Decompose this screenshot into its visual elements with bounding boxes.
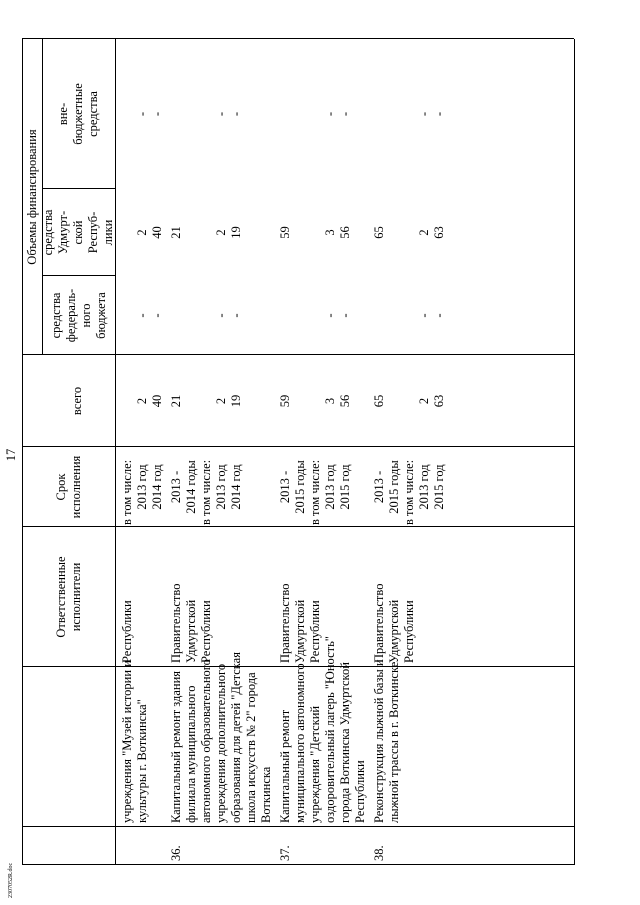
row-responsible: Республики — [308, 600, 322, 663]
header-financing-group: Объемы финансирования — [25, 129, 39, 265]
row-name: города Воткинска Удмуртской — [338, 662, 352, 823]
row-responsible: Удмуртской — [387, 599, 401, 663]
row-deadline: 2015 годы — [387, 460, 401, 514]
row-udmurt: 2 — [214, 229, 228, 236]
header-offbudget: вне- — [56, 102, 70, 126]
row-name: филиала муниципального — [184, 685, 198, 823]
row-udmurt: 65 — [372, 226, 386, 239]
header-deadline: Срок — [53, 473, 68, 501]
row-name: учреждения "Детский — [308, 705, 322, 823]
table-bottom-border — [574, 39, 575, 865]
page-number: 17 — [4, 448, 18, 462]
table-top-border — [22, 39, 23, 865]
row-name: автономного образовательного — [199, 659, 213, 823]
row-deadline: 2015 годы — [293, 460, 307, 514]
row-responsible: Правительство — [372, 583, 386, 663]
row-federal: - — [338, 313, 352, 318]
row-name: Капитальный ремонт здания — [169, 670, 183, 823]
row-offbudget: - — [229, 111, 243, 117]
row-deadline: 2013 - — [169, 470, 183, 504]
row-name: учреждения дополнительного — [214, 663, 228, 823]
row-responsible: Удмуртской — [184, 599, 198, 663]
header-federal: бюджета — [93, 292, 108, 339]
row-deadline: 2014 год — [150, 464, 164, 510]
row-federal: - — [323, 313, 337, 318]
row-deadline: в том числе: — [402, 459, 416, 525]
col-border — [22, 826, 574, 827]
row-name: школа искусств № 2" города — [244, 672, 258, 823]
row-federal: - — [229, 313, 243, 318]
header-responsible: Ответственные — [53, 556, 68, 638]
row-total: 2 — [214, 397, 228, 405]
row-total: 63 — [432, 394, 446, 408]
row-federal: - — [417, 313, 431, 318]
row-responsible: Правительство — [169, 583, 183, 663]
row-name: Реконструкция лыжной базы и — [372, 659, 386, 823]
row-udmurt: 40 — [150, 226, 164, 239]
header-udmurt: средства — [41, 209, 55, 256]
col-border — [22, 38, 574, 39]
header-offbudget: средства — [86, 91, 100, 137]
header-bottom-border — [115, 39, 116, 865]
row-federal: - — [150, 313, 164, 318]
row-offbudget: - — [214, 111, 228, 117]
row-total: 2 — [417, 397, 431, 405]
row-federal: - — [135, 313, 149, 318]
row-udmurt: 3 — [323, 229, 337, 236]
row-deadline: 2015 год — [432, 464, 446, 510]
row-name: учреждения "Музей истории и — [120, 660, 134, 823]
row-name: Капитальный ремонт — [278, 709, 292, 823]
row-name: лыжной трассы в г. Воткинске — [387, 661, 401, 823]
row-udmurt: 56 — [338, 226, 352, 239]
row-name: культуры г. Воткинска" — [135, 699, 149, 823]
row-udmurt: 59 — [278, 226, 292, 239]
header-udmurt: ской — [71, 220, 85, 245]
col-border — [22, 864, 574, 865]
row-total: 3 — [323, 397, 337, 405]
row-offbudget: - — [135, 111, 149, 117]
row-number: 38. — [372, 845, 386, 861]
row-responsible: Республики — [199, 600, 213, 663]
row-deadline: 2013 год — [214, 464, 228, 510]
row-responsible: Республики — [120, 600, 134, 663]
col-border — [22, 526, 574, 527]
row-federal: - — [214, 313, 228, 318]
footer-code: 2307052R.doc — [8, 862, 14, 898]
header-responsible: исполнители — [68, 562, 83, 632]
header-federal: ного — [78, 303, 93, 328]
row-number: 37. — [278, 845, 292, 861]
row-total: 2 — [135, 397, 149, 405]
row-total: 65 — [372, 394, 386, 408]
row-responsible: Правительство — [278, 583, 292, 663]
row-total: 56 — [338, 394, 352, 408]
col-border — [22, 446, 574, 447]
row-deadline: 2013 год — [135, 464, 149, 510]
row-deadline: 2015 год — [338, 464, 352, 510]
row-offbudget: - — [323, 111, 337, 117]
row-deadline: в том числе: — [308, 459, 322, 525]
header-offbudget: бюджетные — [71, 83, 85, 145]
row-udmurt: 21 — [169, 226, 183, 239]
row-udmurt: 2 — [417, 229, 431, 236]
header-udmurt: Респуб- — [86, 211, 100, 254]
row-offbudget: - — [338, 111, 352, 117]
row-name: образования для детей "Детская — [229, 652, 243, 823]
row-federal: - — [432, 313, 446, 318]
row-total: 59 — [278, 394, 292, 408]
row-udmurt: 63 — [432, 226, 446, 239]
row-total: 40 — [150, 394, 164, 408]
header-total: всего — [70, 386, 84, 416]
row-name: Воткинска — [259, 766, 273, 823]
header-udmurt: лики — [101, 219, 115, 246]
row-udmurt: 19 — [229, 226, 243, 239]
row-deadline: 2014 год — [229, 464, 243, 510]
row-deadline: в том числе: — [120, 459, 134, 525]
row-udmurt: 2 — [135, 229, 149, 236]
row-responsible: Удмуртской — [293, 599, 307, 663]
row-deadline: 2013 - — [278, 470, 292, 504]
row-total: 21 — [169, 394, 183, 408]
row-responsible: Республики — [402, 600, 416, 663]
row-offbudget: - — [432, 111, 446, 117]
header-federal: федераль- — [63, 288, 78, 343]
header-deadline: исполнения — [68, 455, 83, 519]
row-number: 36. — [169, 845, 183, 861]
row-name: оздоровительный лагерь "Юность" — [323, 636, 337, 823]
row-name: муниципального автономного — [293, 663, 307, 823]
row-deadline: 2013 год — [323, 464, 337, 510]
row-deadline: 2013 год — [417, 464, 431, 510]
header-federal: средства — [48, 292, 63, 339]
header-udmurt: Удмурт- — [56, 210, 70, 255]
row-deadline: в том числе: — [199, 459, 213, 525]
row-name: Республики — [353, 760, 367, 823]
row-total: 19 — [229, 394, 243, 408]
row-offbudget: - — [417, 111, 431, 117]
row-deadline: 2014 годы — [184, 460, 198, 514]
row-deadline: 2013 - — [372, 470, 386, 504]
row-offbudget: - — [150, 111, 164, 117]
